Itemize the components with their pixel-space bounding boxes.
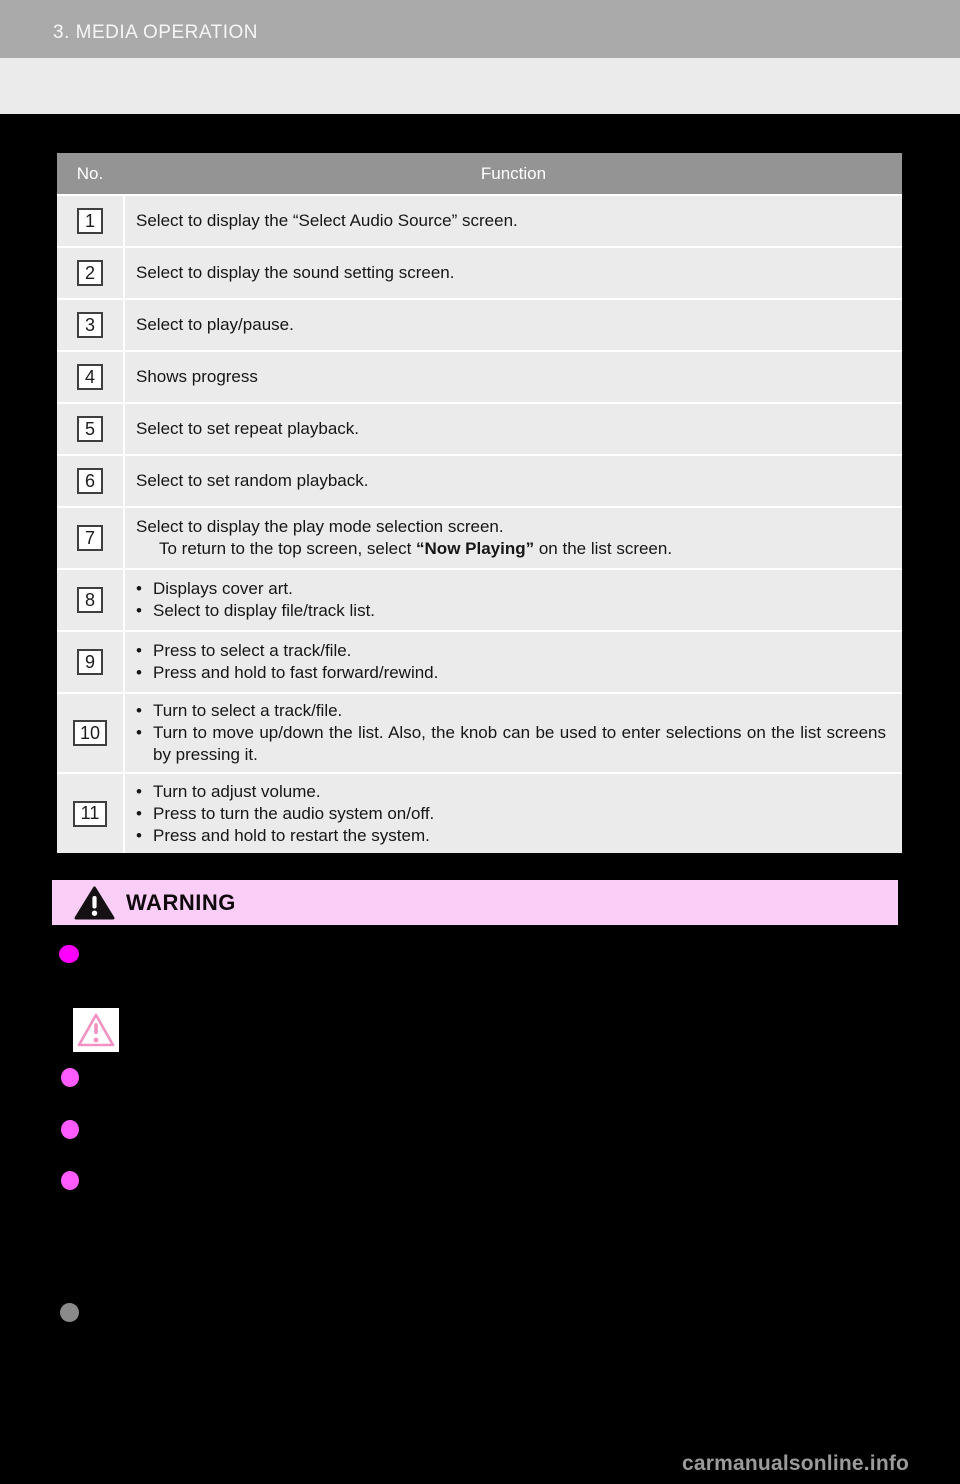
table-header-row	[57, 153, 902, 194]
function-table	[57, 153, 902, 853]
row-function-cell	[125, 352, 902, 402]
note-bullet-icon	[60, 1303, 79, 1322]
row-number-badge: 6	[77, 468, 103, 494]
row-number-badge: 2	[77, 260, 103, 286]
table-row	[57, 248, 902, 298]
bullet-icon: •	[136, 723, 142, 742]
row-number-badge: 5	[77, 416, 103, 442]
table-row	[57, 694, 902, 772]
warning-bullet-icon	[61, 1171, 79, 1190]
row-number-cell	[57, 632, 123, 692]
table-row	[57, 632, 902, 692]
table-row	[57, 352, 902, 402]
row-number-cell	[57, 570, 123, 630]
row-number-cell	[57, 352, 123, 402]
watermark-text: carmanualsonline.info	[682, 1452, 910, 1475]
subheader-band	[0, 58, 960, 114]
function-text: Displays cover art.	[153, 579, 293, 598]
row-number-badge: 4	[77, 364, 103, 390]
table-row	[57, 774, 902, 853]
function-text-line	[136, 662, 886, 684]
function-text-line	[136, 600, 886, 622]
function-text-line	[136, 578, 886, 600]
row-number-badge: 1	[77, 208, 103, 234]
row-function-cell	[125, 508, 902, 568]
bullet-icon: •	[136, 781, 142, 801]
warning-bullet-icon	[61, 1120, 79, 1139]
row-number-cell	[57, 248, 123, 298]
function-text: Select to display file/track list.	[153, 601, 376, 620]
row-number-cell	[57, 508, 123, 568]
warning-bullet-icon	[61, 1068, 79, 1087]
function-text: Turn to select a track/file.	[153, 701, 343, 720]
warning-triangle-icon	[74, 886, 115, 920]
table-row	[57, 300, 902, 350]
row-function-cell	[125, 196, 902, 246]
row-number-badge: 7	[77, 525, 103, 551]
row-function-cell	[125, 248, 902, 298]
row-number-badge: 8	[77, 587, 103, 613]
function-text-line: Select to display the play mode selection screen.	[136, 517, 504, 536]
function-text-line: Select to set repeat playback.	[136, 419, 360, 438]
row-number-cell	[57, 456, 123, 506]
function-text: Press to turn the audio system on/off.	[153, 803, 435, 823]
row-function-cell	[125, 300, 902, 350]
row-number-cell	[57, 300, 123, 350]
function-text-line: Select to display the “Select Audio Source” screen.	[136, 211, 518, 230]
table-row	[57, 456, 902, 506]
table-row	[57, 508, 902, 568]
function-text-line: Shows progress	[136, 367, 258, 386]
chapter-header-bar	[0, 0, 960, 58]
row-function-cell	[125, 456, 902, 506]
chapter-header-title: 3. MEDIA OPERATION	[53, 22, 259, 43]
function-text-line	[136, 722, 886, 766]
warning-bullet-icon	[59, 945, 79, 963]
table-row	[57, 570, 902, 630]
function-text-line: To return to the top screen, select “Now Playing” on the list screen.	[159, 539, 673, 558]
warning-banner	[52, 880, 898, 925]
function-text-line: Select to set random playback.	[136, 471, 369, 490]
bullet-icon: •	[136, 601, 142, 620]
table-row	[57, 196, 902, 246]
row-number-badge: 9	[77, 649, 103, 675]
row-function-cell	[125, 404, 902, 454]
row-function-cell	[125, 694, 902, 772]
function-text-line	[136, 825, 886, 847]
row-function-cell	[125, 632, 902, 692]
function-text: Press to select a track/file.	[153, 641, 352, 660]
function-text: Press and hold to restart the system.	[153, 825, 430, 845]
row-function-cell	[125, 570, 902, 630]
caution-triangle-icon	[75, 1011, 117, 1049]
bullet-icon: •	[136, 579, 142, 598]
function-text-line: Select to display the sound setting screen.	[136, 263, 455, 282]
warning-label: WARNING	[126, 889, 236, 915]
function-text-line	[136, 640, 886, 662]
function-text-line	[136, 700, 886, 722]
row-number-badge: 11	[73, 801, 107, 827]
row-number-cell	[57, 404, 123, 454]
row-number-badge: 10	[73, 720, 107, 746]
column-header-no: No.	[57, 153, 123, 194]
bullet-icon: •	[136, 825, 142, 845]
alert-icon-box	[73, 1008, 119, 1052]
function-text: Press and hold to fast forward/rewind.	[153, 663, 439, 682]
function-text-line	[136, 781, 886, 803]
bullet-icon: •	[136, 701, 142, 720]
function-text: Turn to adjust volume.	[153, 781, 321, 801]
row-number-cell	[57, 774, 123, 853]
function-table-body	[57, 196, 902, 853]
bullet-icon: •	[136, 663, 142, 682]
function-text-line	[136, 803, 886, 825]
row-function-cell	[125, 774, 902, 853]
row-number-badge: 3	[77, 312, 103, 338]
bullet-icon: •	[136, 641, 142, 660]
column-header-function: Function	[125, 153, 902, 194]
bullet-icon: •	[136, 803, 142, 823]
function-text: Turn to move up/down the list. Also, the knob can be used to enter selections on the list screens by pressing it.	[153, 723, 886, 764]
function-text-line: Select to play/pause.	[136, 315, 294, 334]
row-number-cell	[57, 694, 123, 772]
row-number-cell	[57, 196, 123, 246]
table-row	[57, 404, 902, 454]
